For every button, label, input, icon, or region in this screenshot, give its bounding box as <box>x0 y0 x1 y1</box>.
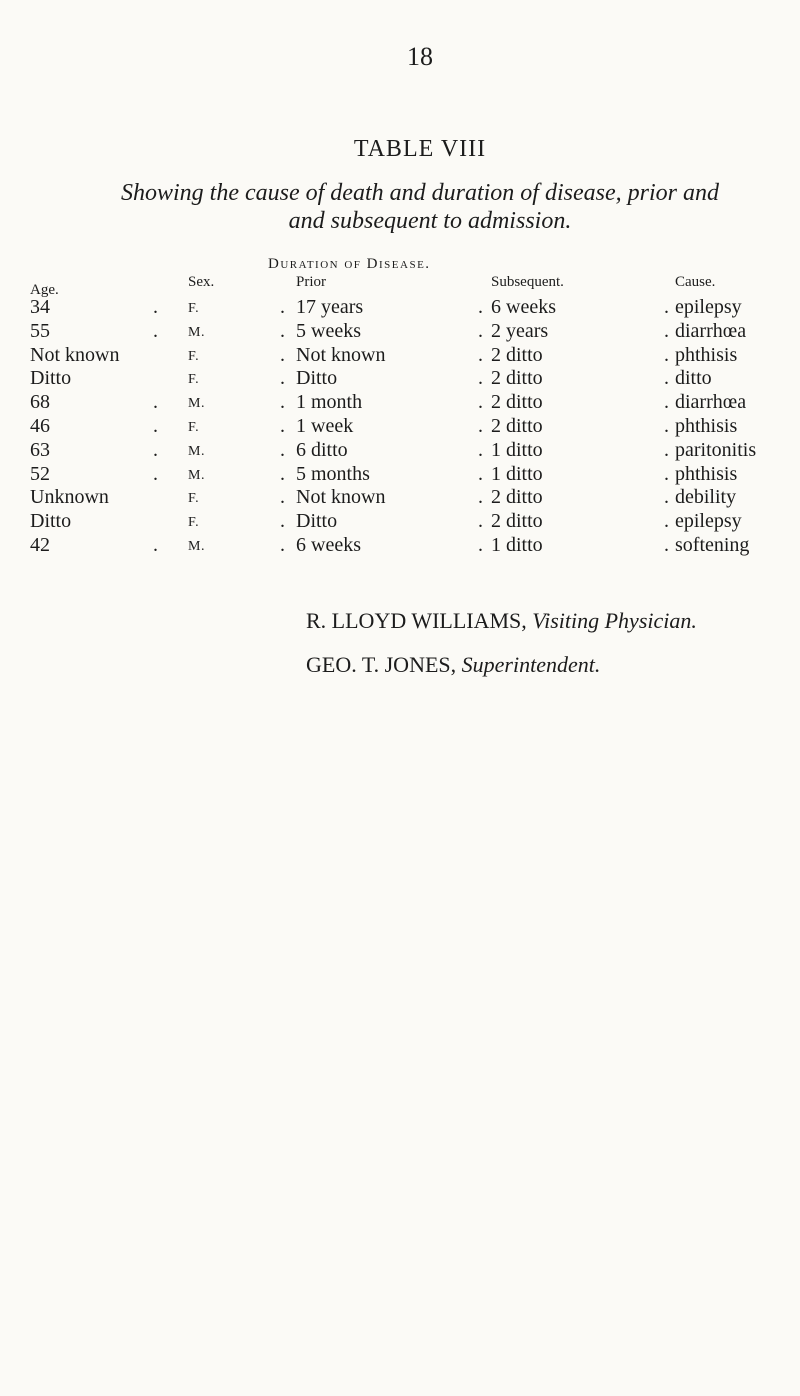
prior-cell: 6 weeks <box>296 534 361 556</box>
leader-dot: . <box>664 486 669 509</box>
leader-dot: . <box>478 438 483 461</box>
age-cell: 68 <box>30 391 50 414</box>
leader-dot: . <box>664 319 669 342</box>
cause-cell: diarrhœa <box>675 319 747 342</box>
table-row <box>0 439 800 465</box>
leader-dot: . <box>153 296 158 318</box>
leader-dot: . <box>478 534 483 556</box>
sex-cell: M. <box>188 324 205 340</box>
age-cell: 55 <box>30 319 50 342</box>
leader-dot: . <box>478 415 483 437</box>
prior-cell: Not known <box>296 486 386 509</box>
subsequent-cell: 1 ditto <box>491 462 543 485</box>
leader-dot: . <box>664 296 669 318</box>
age-cell: 34 <box>30 296 50 318</box>
caption-line-2: and subsequent to admission. <box>288 208 572 234</box>
sex-cell: F. <box>188 301 200 316</box>
leader-dot: . <box>280 462 285 485</box>
table-row <box>0 320 800 346</box>
leader-dot: . <box>153 534 158 556</box>
leader-dot: . <box>153 391 158 414</box>
cause-cell: diarrhœa <box>675 391 747 414</box>
leader-dot: . <box>153 462 158 485</box>
leader-dot: . <box>664 343 669 366</box>
age-header: Age. <box>30 282 59 298</box>
age-cell: Not known <box>30 343 120 366</box>
leader-dot: . <box>280 296 285 318</box>
sex-cell: M. <box>188 443 205 459</box>
page-number: 18 <box>407 42 433 71</box>
prior-cell: Ditto <box>296 367 338 390</box>
sex-cell: F. <box>188 420 200 435</box>
table-row <box>0 415 800 441</box>
sex-cell: F. <box>188 372 200 388</box>
subsequent-cell: 2 ditto <box>491 367 543 390</box>
leader-dot: . <box>478 319 483 342</box>
leader-dot: . <box>664 462 669 485</box>
table-row <box>0 486 800 512</box>
leader-dot: . <box>280 438 285 461</box>
table-row <box>0 534 800 560</box>
prior-cell: 17 years <box>296 296 364 318</box>
subsequent-cell: 2 ditto <box>491 486 543 509</box>
cause-header: Cause. <box>675 274 716 290</box>
cause-cell: phthisis <box>675 343 738 366</box>
cause-cell: ditto <box>675 367 712 390</box>
table-row <box>0 510 800 536</box>
signature-role: Visiting Physician. <box>532 608 697 633</box>
cause-cell: epilepsy <box>675 510 742 533</box>
cause-cell: epilepsy <box>675 296 742 318</box>
subsequent-cell: 6 weeks <box>491 296 556 318</box>
leader-dot: . <box>280 534 285 556</box>
leader-dot: . <box>478 296 483 318</box>
prior-cell: 1 month <box>296 391 363 414</box>
cause-cell: softening <box>675 534 750 556</box>
sex-cell: F. <box>188 491 200 507</box>
leader-dot: . <box>664 415 669 437</box>
leader-dot: . <box>153 319 158 342</box>
age-cell: Unknown <box>30 486 109 509</box>
leader-dot: . <box>478 486 483 509</box>
signature-name: GEO. T. JONES, <box>306 652 457 677</box>
prior-cell: 1 week <box>296 415 354 437</box>
leader-dot: . <box>478 391 483 414</box>
cause-cell: paritonitis <box>675 438 757 461</box>
prior-cell: 5 weeks <box>296 319 361 342</box>
table-row <box>0 296 800 322</box>
leader-dot: . <box>664 391 669 414</box>
leader-dot: . <box>280 510 285 533</box>
subsequent-cell: 2 ditto <box>491 391 543 414</box>
subsequent-cell: 2 ditto <box>491 415 543 437</box>
table-row <box>0 463 800 489</box>
leader-dot: . <box>478 343 483 366</box>
table-row <box>0 367 800 393</box>
age-cell: 63 <box>30 438 50 461</box>
prior-cell: 6 ditto <box>296 438 348 461</box>
sex-header: Sex. <box>188 274 215 290</box>
leader-dot: . <box>280 391 285 414</box>
subsequent-cell: 2 years <box>491 319 549 342</box>
sex-cell: F. <box>188 515 200 531</box>
sex-cell: M. <box>188 539 205 554</box>
subsequent-cell: 2 ditto <box>491 510 543 533</box>
table-row <box>0 391 800 417</box>
age-cell: 52 <box>30 462 50 485</box>
age-cell: Ditto <box>30 510 72 533</box>
age-cell: 46 <box>30 415 50 437</box>
leader-dot: . <box>478 367 483 390</box>
leader-dot: . <box>280 319 285 342</box>
prior-cell: Ditto <box>296 510 338 533</box>
subsequent-cell: 2 ditto <box>491 343 543 366</box>
subsequent-cell: 1 ditto <box>491 534 543 556</box>
cause-cell: phthisis <box>675 462 738 485</box>
caption-line-1: Showing the cause of death and duration of disease, prior and <box>121 180 719 206</box>
leader-dot: . <box>153 438 158 461</box>
leader-dot: . <box>280 367 285 390</box>
sex-cell: F. <box>188 348 200 364</box>
prior-cell: 5 months <box>296 462 370 485</box>
cause-cell: phthisis <box>675 415 738 437</box>
signature-role: Superintendent. <box>461 652 601 677</box>
leader-dot: . <box>664 534 669 556</box>
subsequent-header: Subsequent. <box>491 274 564 290</box>
leader-dot: . <box>478 462 483 485</box>
cause-cell: debility <box>675 486 737 509</box>
sex-cell: M. <box>188 396 205 412</box>
leader-dot: . <box>478 510 483 533</box>
sex-cell: M. <box>188 467 205 483</box>
duration-header: Duration of Disease. <box>268 256 431 272</box>
signature-name: R. LLOYD WILLIAMS, <box>306 608 527 633</box>
age-cell: 42 <box>30 534 50 556</box>
table-row <box>0 344 800 370</box>
leader-dot: . <box>664 510 669 533</box>
leader-dot: . <box>280 343 285 366</box>
age-cell: Ditto <box>30 367 72 390</box>
leader-dot: . <box>280 486 285 509</box>
leader-dot: . <box>664 367 669 390</box>
table-title: TABLE VIII <box>353 136 487 162</box>
signature-superintendent <box>306 652 600 678</box>
leader-dot: . <box>664 438 669 461</box>
prior-cell: Not known <box>296 343 386 366</box>
leader-dot: . <box>280 415 285 437</box>
prior-header: Prior <box>296 274 326 290</box>
subsequent-cell: 1 ditto <box>491 438 543 461</box>
leader-dot: . <box>153 415 158 437</box>
signature-physician <box>306 608 697 634</box>
